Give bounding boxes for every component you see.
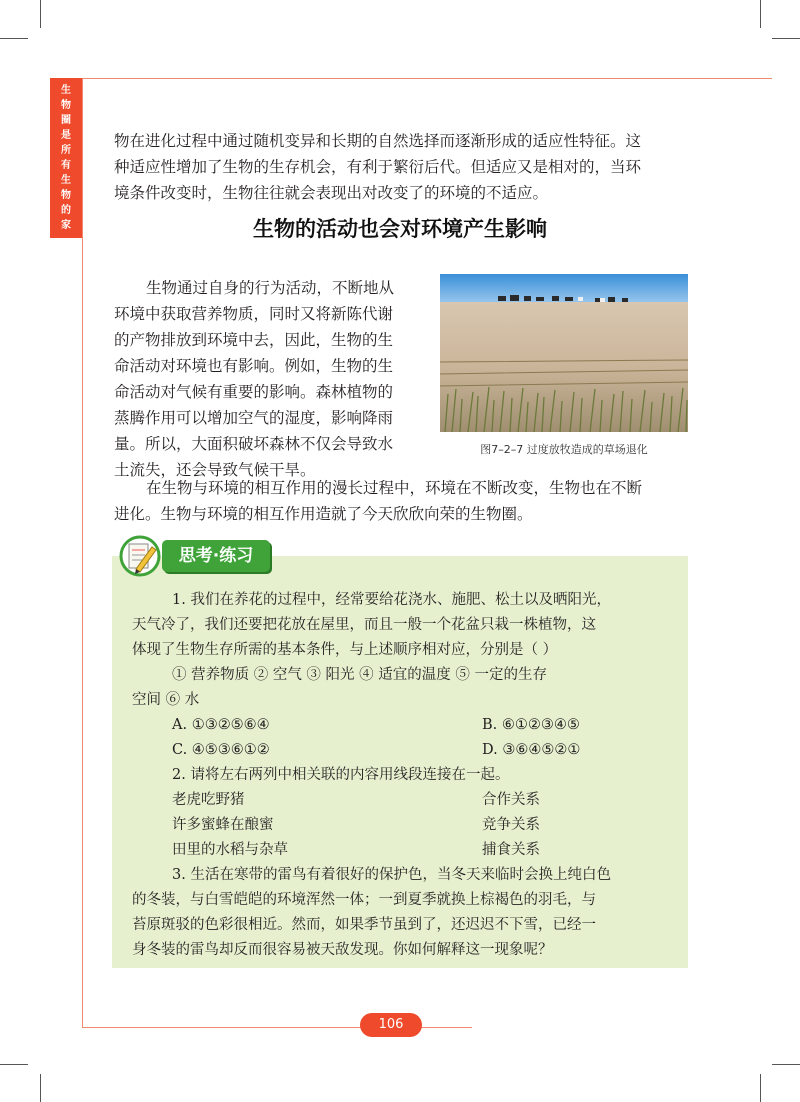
photo-illustration	[440, 274, 688, 432]
page-number: 106	[360, 1013, 422, 1037]
crop-mark	[772, 1064, 800, 1065]
option-d: D. ③⑥④⑤②①	[482, 742, 581, 758]
page-border-top	[82, 78, 772, 79]
q2-right-item: 竞争关系	[482, 817, 540, 833]
q2-left-item: 许多蜜蜂在酿蜜	[172, 817, 274, 833]
crop-mark	[0, 38, 28, 39]
q2-right-item: 捕食关系	[482, 842, 540, 858]
notepad-pencil-icon	[116, 535, 166, 577]
page-border-left	[82, 78, 83, 1028]
crop-mark	[760, 0, 761, 28]
q2-left-item: 田里的水稻与杂草	[172, 842, 288, 858]
exercise-label: 思考·练习	[162, 540, 270, 572]
q2-right-item: 合作关系	[482, 792, 540, 808]
option-a: A. ①③②⑤⑥④	[172, 717, 270, 733]
chapter-side-tab: 生 物 圈 是 所 有 生 物 的 家	[50, 78, 82, 238]
grassland-degradation-photo	[440, 274, 688, 432]
crop-mark	[0, 1064, 28, 1065]
q2-left-item: 老虎吃野猪	[172, 792, 245, 808]
crop-mark	[760, 1074, 761, 1102]
option-b: B. ⑥①②③④⑤	[482, 717, 580, 733]
section-title: 生物的活动也会对环境产生影响	[253, 217, 547, 241]
crop-mark	[772, 38, 800, 39]
crop-mark	[40, 1074, 41, 1102]
crop-mark	[40, 0, 41, 28]
option-c: C. ④⑤③⑥①②	[172, 742, 270, 758]
exercise-header	[116, 535, 166, 575]
figure-caption: 图7–2–7 过度放牧造成的草场退化	[480, 443, 648, 456]
